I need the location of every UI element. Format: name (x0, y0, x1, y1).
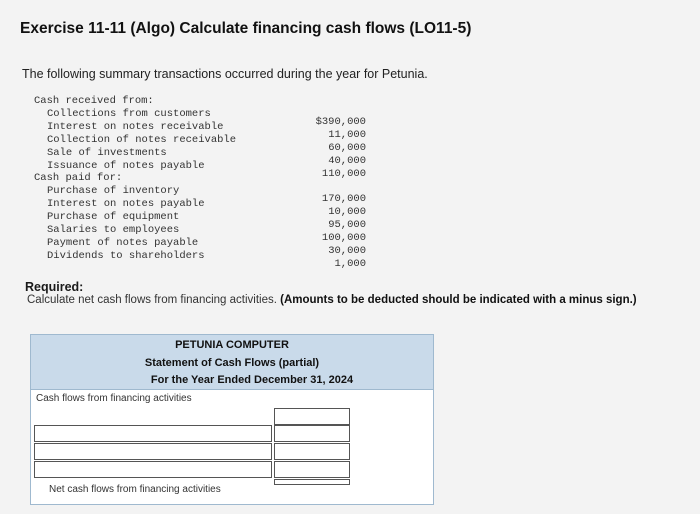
exercise-title: Exercise 11-11 (Algo) Calculate financing cash flows (LO11-5) (20, 20, 472, 37)
amount-input[interactable] (274, 461, 350, 478)
received-item-label: Issuance of notes payable (47, 159, 205, 172)
transactions-labels (34, 95, 304, 263)
paid-item-amount: 170,000 (321, 193, 366, 206)
paid-item-label: Purchase of equipment (47, 211, 180, 224)
received-item-label: Collection of notes receivable (47, 133, 237, 146)
section-label-row (31, 390, 433, 408)
required-heading: Required: (25, 280, 84, 294)
cash-flow-statement (30, 334, 434, 505)
received-item-label: Collections from customers (47, 107, 211, 120)
description-select[interactable] (34, 425, 272, 442)
section-label: Cash flows from financing activities (36, 393, 192, 404)
company-name: PETUNIA COMPUTER (175, 339, 289, 351)
paid-item-label: Interest on notes payable (47, 198, 205, 211)
received-item-amount: $390,000 (315, 116, 366, 128)
statement-period: For the Year Ended December 31, 2024 (150, 374, 354, 386)
total-row (31, 481, 433, 499)
received-item-label: Sale of investments (47, 146, 167, 159)
amount-input[interactable] (274, 443, 350, 460)
received-item-amount: 11,000 (328, 128, 366, 141)
paid-item-label: Purchase of inventory (47, 185, 180, 198)
paid-item-amount: 30,000 (328, 245, 366, 258)
paid-item-amount: 10,000 (328, 206, 366, 219)
spacer (300, 181, 366, 194)
received-item-amount: 110,000 (321, 167, 366, 180)
received-header: Cash received from: (34, 95, 154, 107)
statement-header (31, 335, 433, 390)
required-note: (Amounts to be deducted should be indicated with a minus sign.) (280, 294, 637, 306)
paid-item-amount: 1,000 (334, 257, 366, 270)
paid-item-label: Salaries to employees (47, 224, 180, 237)
table-row (31, 443, 433, 461)
description-select[interactable] (34, 461, 272, 478)
received-item-amount: 40,000 (328, 154, 366, 167)
paid-header: Cash paid for: (34, 172, 123, 185)
table-row (31, 408, 433, 426)
intro-text: The following summary transactions occurred during the year for Petunia. (22, 67, 428, 81)
paid-item-label: Dividends to shareholders (47, 249, 205, 262)
required-instruction: Calculate net cash flows from financing activities. (27, 294, 277, 306)
amount-input[interactable] (274, 425, 350, 442)
paid-item-amount: 95,000 (328, 219, 366, 232)
transactions-amounts (300, 116, 366, 271)
required-text (27, 294, 637, 306)
description-select[interactable] (34, 443, 272, 460)
paid-item-label: Payment of notes payable (47, 236, 199, 249)
table-row (31, 461, 433, 479)
paid-item-amount: 100,000 (321, 232, 366, 245)
received-item-label: Interest on notes receivable (47, 120, 224, 133)
amount-input[interactable] (274, 408, 350, 425)
statement-name: Statement of Cash Flows (partial) (144, 356, 320, 369)
table-row (31, 425, 433, 443)
received-item-amount: 60,000 (328, 141, 366, 154)
total-label: Net cash flows from financing activities (49, 484, 221, 495)
